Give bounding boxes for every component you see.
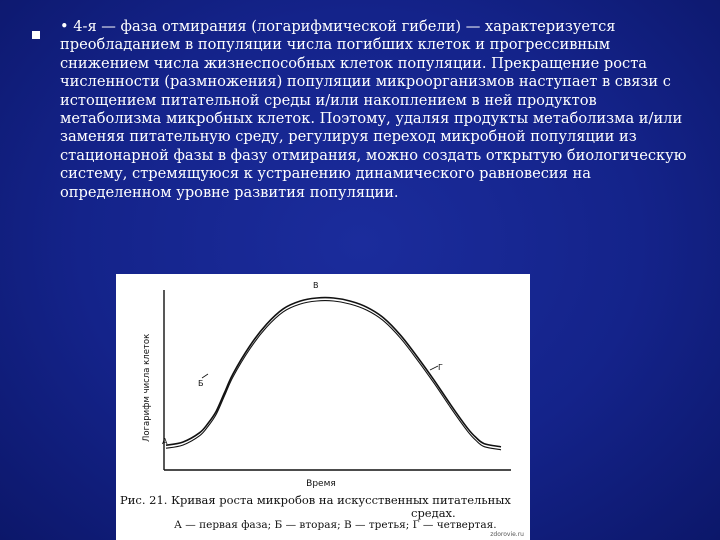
bullet-paragraph: • 4-я — фаза отмирания (логарифмической гибели) — характеризуется преобладанием в популяции числа погибших клеток и прогрессивным снижением числа жизнеспособных клеток популяции. Прекращение роста численности (размножения) популяции микроорганизмов наступает в связи с истощением питательной среды и/или накоплением в ней продуктов метаболизма микробных клеток. Поэтому, удаляя продукты метаболизма и/или заменяя питательную среду, регулируя переход микробной популяции из стационарной фазы в фазу отмирания, можно создать открытую биологическую систему, стремящуюся к устранению динамического равновесия на определенном уровне развития популяции. — [60, 18, 687, 201]
growth-curve — [166, 298, 501, 450]
growth-curve-line-outer — [166, 298, 501, 447]
figure-caption — [120, 494, 524, 532]
phase-label-a: А — [162, 437, 168, 446]
x-axis-label: Время — [306, 479, 336, 489]
phase-label-b: Б — [198, 379, 204, 388]
phase-label-v: В — [313, 281, 319, 290]
watermark-text: zdorovie.ru — [490, 531, 524, 538]
phase-label-g: Г — [438, 363, 443, 372]
square-bullet-icon — [32, 31, 40, 39]
caption-continuation: средах. — [411, 506, 456, 520]
growth-curve-figure — [116, 274, 530, 540]
growth-curve-chart — [116, 274, 530, 496]
phase-b-pointer — [202, 374, 208, 378]
y-axis-label: Логарифм числа клеток — [142, 333, 152, 442]
caption-legend: А — первая фаза; Б — вторая; В — третья; Г — четвертая. — [174, 519, 497, 531]
caption-title: Рис. 21. Кривая роста микробов на искусственных питательных — [120, 493, 511, 507]
phase-g-pointer — [430, 366, 438, 370]
growth-curve-line-inner — [166, 301, 501, 450]
